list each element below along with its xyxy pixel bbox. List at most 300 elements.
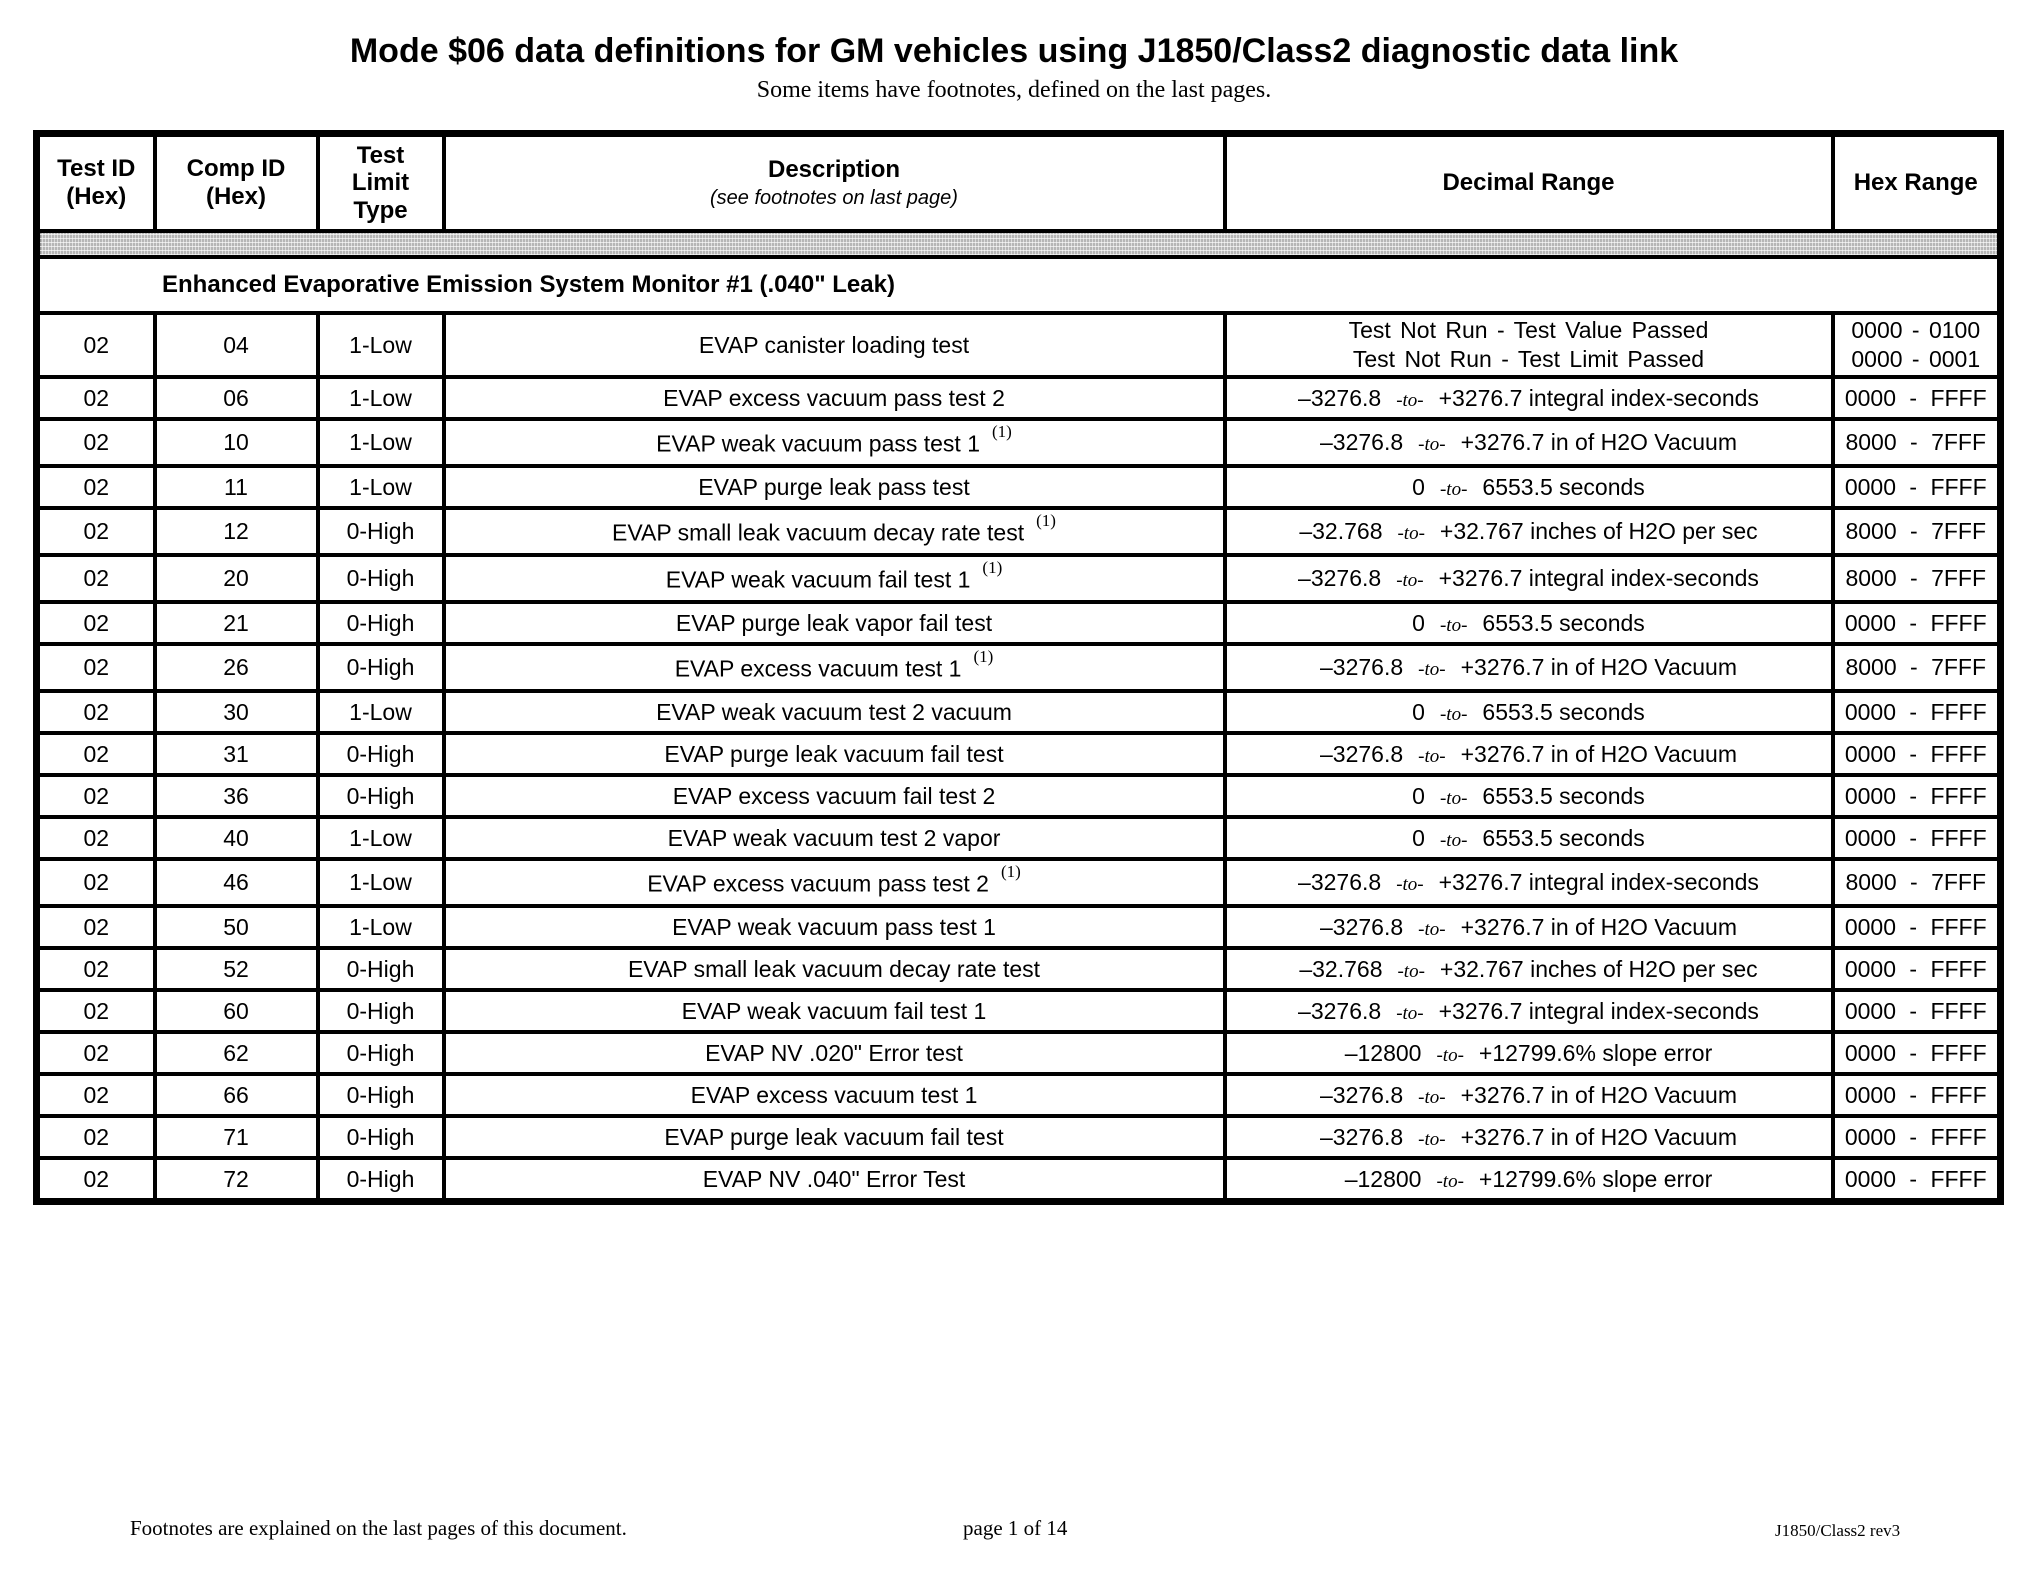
decimal-low: –3276.8 (1320, 1081, 1404, 1108)
description-cell (444, 644, 1225, 691)
test-id-value: 02 (83, 1081, 110, 1108)
comp-id-value: 36 (223, 782, 249, 809)
to-separator: -to- (1396, 570, 1424, 591)
decimal-high: 6553.5 seconds (1482, 698, 1645, 725)
decimal-low: 0 (1412, 609, 1425, 636)
limit-type-value: 1-Low (349, 824, 412, 851)
table-row (37, 1158, 2001, 1202)
comp-id-value: 30 (223, 698, 249, 725)
limit-type-cell (318, 508, 444, 555)
hex-range-cell (1833, 555, 2001, 602)
hex-range-value: 8000 - 7FFF (1845, 654, 1987, 680)
hex-range-value: 8000 - 7FFF (1845, 429, 1987, 455)
hex-range-cell (1833, 377, 2001, 419)
limit-type-value: 0-High (346, 1165, 415, 1192)
decimal-low: –3276.8 (1320, 1123, 1404, 1150)
decimal-high: +3276.7 integral index-seconds (1438, 869, 1759, 895)
decimal-range-line: Test Not Run - Test Limit Passed (1352, 346, 1705, 372)
decimal-high: +3276.7 in of H2O Vacuum (1460, 913, 1737, 940)
decimal-high: 6553.5 seconds (1482, 473, 1645, 500)
to-separator: -to- (1439, 829, 1468, 851)
hex-range-value: 0000 - FFFF (1844, 473, 1987, 500)
header-line: Decimal Range (1442, 169, 1615, 197)
decimal-high: 6553.5 seconds (1482, 824, 1645, 851)
limit-type-cell (318, 817, 444, 859)
test-id-value: 02 (83, 913, 110, 940)
comp-id-value: 50 (223, 913, 249, 940)
col-header-test-id (37, 134, 155, 232)
decimal-range-cell (1225, 1032, 1833, 1074)
description-cell (444, 377, 1225, 419)
comp-id-cell (155, 555, 318, 602)
test-id-cell (37, 859, 155, 906)
test-id-cell (37, 775, 155, 817)
comp-id-cell (155, 313, 318, 377)
decimal-high: +3276.7 in of H2O Vacuum (1460, 1081, 1737, 1108)
header-line: Type (353, 196, 408, 224)
decimal-range-cell (1225, 419, 1833, 466)
hex-range-cell (1833, 990, 2001, 1032)
description-text: EVAP excess vacuum test 1 (674, 655, 962, 682)
comp-id-cell (155, 733, 318, 775)
test-id-value: 02 (83, 1123, 110, 1150)
comp-id-value: 46 (223, 869, 249, 895)
decimal-low: 0 (1412, 473, 1425, 500)
to-separator: -to- (1418, 1128, 1446, 1150)
comp-id-cell (155, 990, 318, 1032)
decimal-low: –3276.8 (1320, 429, 1404, 455)
comp-id-cell (155, 948, 318, 990)
limit-type-value: 0-High (346, 997, 415, 1024)
decimal-low: –32.768 (1299, 955, 1383, 982)
description-text: EVAP NV .040" Error Test (702, 1165, 966, 1192)
comp-id-cell (155, 419, 318, 466)
section-title: Enhanced Evaporative Emission System Monitor #1 (.040" Leak) (37, 257, 2001, 313)
table-row (37, 555, 2001, 602)
comp-id-cell (155, 644, 318, 691)
col-header-decimal-range (1225, 134, 1833, 232)
comp-id-cell (155, 859, 318, 906)
decimal-range-cell (1225, 817, 1833, 859)
decimal-low: 0 (1412, 782, 1425, 809)
decimal-low: –3276.8 (1298, 384, 1382, 411)
decimal-high: +3276.7 integral index-seconds (1438, 997, 1759, 1024)
header-line: Test ID (57, 155, 136, 183)
test-id-cell (37, 508, 155, 555)
decimal-low: 0 (1412, 824, 1425, 851)
test-id-value: 02 (83, 518, 110, 544)
description-cell (444, 948, 1225, 990)
comp-id-value: 52 (223, 955, 249, 982)
limit-type-cell (318, 1158, 444, 1202)
decimal-high: +3276.7 in of H2O Vacuum (1460, 654, 1737, 680)
table-row (37, 948, 2001, 990)
test-id-value: 02 (83, 869, 110, 895)
limit-type-cell (318, 990, 444, 1032)
hex-range-value: 0000 - FFFF (1844, 1039, 1987, 1066)
limit-type-cell (318, 419, 444, 466)
hex-range-value: 0000 - FFFF (1844, 698, 1987, 725)
hex-range-value: 0000 - FFFF (1844, 1081, 1987, 1108)
footnote-marker: (1) (973, 646, 994, 666)
description-cell (444, 817, 1225, 859)
hex-range-value: 0000 - FFFF (1844, 609, 1987, 636)
decimal-low: –3276.8 (1298, 997, 1382, 1024)
hex-range-cell (1833, 733, 2001, 775)
footer-footnote-text: Footnotes are explained on the last pages of this document. (130, 1516, 627, 1540)
page-subtitle: Some items have footnotes, defined on the last pages. (756, 77, 1272, 103)
hex-range-value: 0000 - FFFF (1844, 824, 1987, 851)
decimal-high: +3276.7 integral index-seconds (1438, 384, 1759, 411)
description-text: EVAP weak vacuum fail test 1 (681, 997, 987, 1024)
hex-range-value: 8000 - 7FFF (1845, 518, 1987, 544)
table-row (37, 508, 2001, 555)
decimal-high: +12799.6% slope error (1478, 1039, 1713, 1066)
to-separator: -to- (1397, 960, 1425, 982)
test-id-cell (37, 1032, 155, 1074)
footer-doc-reference: J1850/Class2 rev3 (1775, 1521, 1901, 1540)
decimal-high: 6553.5 seconds (1482, 609, 1645, 636)
decimal-range-cell (1225, 466, 1833, 508)
decimal-range-cell (1225, 555, 1833, 602)
decimal-high: +32.767 inches of H2O per sec (1439, 518, 1758, 544)
mode06-definitions-table (33, 130, 2004, 1205)
description-text: EVAP weak vacuum pass test 1 (672, 913, 996, 940)
comp-id-cell (155, 1032, 318, 1074)
description-text: EVAP weak vacuum fail test 1 (665, 566, 971, 593)
hex-range-line: 0000 - 0001 (1851, 346, 1981, 372)
limit-type-cell (318, 377, 444, 419)
comp-id-value: 06 (223, 384, 249, 411)
to-separator: -to- (1418, 659, 1446, 680)
table-row (37, 691, 2001, 733)
to-separator: -to- (1436, 1044, 1464, 1066)
description-cell (444, 906, 1225, 948)
description-text: EVAP weak vacuum pass test 1 (656, 430, 981, 457)
hex-range-value: 0000 - FFFF (1844, 782, 1987, 809)
test-id-cell (37, 906, 155, 948)
decimal-range-cell (1225, 990, 1833, 1032)
test-id-value: 02 (83, 654, 110, 680)
description-text: EVAP weak vacuum test 2 vapor (667, 824, 1001, 851)
col-header-comp-id (155, 134, 318, 232)
test-id-value: 02 (83, 698, 110, 725)
table-row (37, 602, 2001, 644)
test-id-cell (37, 644, 155, 691)
limit-type-value: 0-High (346, 1039, 415, 1066)
test-id-value: 02 (83, 782, 110, 809)
footer-page-number: page 1 of 14 (963, 1516, 1068, 1540)
limit-type-value: 1-Low (349, 869, 412, 895)
limit-type-cell (318, 775, 444, 817)
description-text: EVAP weak vacuum test 2 vacuum (656, 698, 1012, 725)
limit-type-value: 0-High (346, 782, 415, 809)
table-row (37, 466, 2001, 508)
hex-range-value: 8000 - 7FFF (1845, 869, 1987, 895)
limit-type-cell (318, 1074, 444, 1116)
hex-range-cell (1833, 1032, 2001, 1074)
hex-range-cell (1833, 817, 2001, 859)
hex-range-value: 0000 - FFFF (1844, 384, 1987, 411)
to-separator: -to- (1396, 1002, 1424, 1024)
to-separator: -to- (1439, 614, 1468, 636)
limit-type-cell (318, 733, 444, 775)
decimal-range-cell (1225, 377, 1833, 419)
hex-range-cell (1833, 859, 2001, 906)
header-line: Description (767, 156, 901, 184)
comp-id-value: 21 (223, 609, 249, 636)
table-row (37, 1116, 2001, 1158)
description-text: EVAP small leak vacuum decay rate test (612, 519, 1025, 546)
section-header-row (37, 257, 2001, 313)
limit-type-cell (318, 1032, 444, 1074)
test-id-cell (37, 817, 155, 859)
header-line: Test (356, 141, 405, 169)
page-title: Mode $06 data definitions for GM vehicles using J1850/Class2 diagnostic data link (349, 32, 1679, 70)
to-separator: -to- (1418, 918, 1446, 940)
comp-id-value: 20 (223, 565, 249, 591)
description-footnote-note: (see footnotes on last page) (710, 186, 958, 209)
description-cell (444, 419, 1225, 466)
description-text: EVAP purge leak vacuum fail test (664, 740, 1004, 767)
table-row (37, 859, 2001, 906)
comp-id-value: 40 (223, 824, 249, 851)
decimal-range-cell (1225, 948, 1833, 990)
hex-range-cell (1833, 644, 2001, 691)
comp-id-value: 12 (223, 518, 249, 544)
test-id-value: 02 (83, 384, 110, 411)
test-id-cell (37, 377, 155, 419)
hex-range-value: 0000 - FFFF (1844, 997, 1987, 1024)
test-id-cell (37, 1116, 155, 1158)
to-separator: -to- (1397, 523, 1425, 544)
test-id-cell (37, 733, 155, 775)
comp-id-value: 26 (223, 654, 249, 680)
test-id-value: 02 (83, 429, 110, 455)
comp-id-cell (155, 1116, 318, 1158)
decimal-range-cell (1225, 733, 1833, 775)
hex-range-cell (1833, 906, 2001, 948)
hex-range-cell (1833, 1074, 2001, 1116)
decimal-low: –12800 (1344, 1039, 1422, 1066)
description-cell (444, 859, 1225, 906)
test-id-value: 02 (83, 331, 110, 358)
to-separator: -to- (1396, 874, 1424, 895)
decimal-range-cell (1225, 644, 1833, 691)
hex-range-cell (1833, 508, 2001, 555)
decimal-low: 0 (1412, 698, 1425, 725)
decimal-high: +3276.7 integral index-seconds (1438, 565, 1759, 591)
limit-type-value: 0-High (346, 740, 415, 767)
col-header-hex-range (1833, 134, 2001, 232)
hex-range-cell (1833, 1158, 2001, 1202)
to-separator: -to- (1418, 434, 1446, 455)
limit-type-value: 0-High (346, 654, 415, 680)
decimal-low: –3276.8 (1298, 565, 1382, 591)
test-id-cell (37, 313, 155, 377)
hex-range-value: 0000 - FFFF (1844, 955, 1987, 982)
decimal-range-cell (1225, 906, 1833, 948)
table-row (37, 377, 2001, 419)
comp-id-value: 62 (223, 1039, 249, 1066)
hex-range-cell (1833, 313, 2001, 377)
description-cell (444, 1158, 1225, 1202)
test-id-value: 02 (83, 740, 110, 767)
table-row (37, 313, 2001, 377)
test-id-cell (37, 602, 155, 644)
decimal-range-cell (1225, 313, 1833, 377)
to-separator: -to- (1418, 1086, 1446, 1108)
test-id-value: 02 (83, 824, 110, 851)
description-cell (444, 555, 1225, 602)
description-cell (444, 1116, 1225, 1158)
header-line: (Hex) (205, 183, 266, 210)
decimal-range-cell (1225, 691, 1833, 733)
hex-range-cell (1833, 691, 2001, 733)
test-id-value: 02 (83, 997, 110, 1024)
description-cell (444, 1074, 1225, 1116)
hex-range-line: 0000 - 0100 (1851, 316, 1981, 343)
comp-id-value: 04 (223, 331, 249, 358)
limit-type-cell (318, 906, 444, 948)
hex-range-value: 8000 - 7FFF (1845, 565, 1987, 591)
limit-type-value: 0-High (346, 565, 415, 591)
hex-range-cell (1833, 775, 2001, 817)
decimal-low: –32.768 (1299, 518, 1383, 544)
decimal-range-cell (1225, 1158, 1833, 1202)
test-id-cell (37, 1158, 155, 1202)
col-header-test-limit-type (318, 134, 444, 232)
test-id-cell (37, 555, 155, 602)
hatched-divider-row (37, 231, 2001, 257)
description-text: EVAP purge leak vacuum fail test (664, 1123, 1004, 1150)
decimal-range-cell (1225, 508, 1833, 555)
table-row (37, 906, 2001, 948)
description-cell (444, 775, 1225, 817)
decimal-high: +3276.7 in of H2O Vacuum (1460, 740, 1737, 767)
test-id-cell (37, 948, 155, 990)
table-row (37, 1032, 2001, 1074)
comp-id-cell (155, 377, 318, 419)
decimal-range-line: Test Not Run - Test Value Passed (1348, 316, 1709, 343)
comp-id-value: 11 (224, 473, 248, 500)
comp-id-value: 66 (223, 1081, 249, 1108)
header-row (37, 134, 2001, 232)
comp-id-cell (155, 1158, 318, 1202)
test-id-cell (37, 466, 155, 508)
decimal-range-cell (1225, 859, 1833, 906)
description-text: EVAP canister loading test (698, 331, 970, 358)
comp-id-cell (155, 508, 318, 555)
hex-range-cell (1833, 602, 2001, 644)
footnote-marker: (1) (992, 421, 1012, 441)
test-id-cell (37, 990, 155, 1032)
hex-range-cell (1833, 419, 2001, 466)
comp-id-value: 60 (223, 997, 249, 1024)
description-text: EVAP excess vacuum pass test 2 (647, 870, 989, 897)
comp-id-value: 10 (223, 429, 249, 455)
limit-type-value: 1-Low (349, 331, 412, 358)
limit-type-cell (318, 602, 444, 644)
divider-hatch (37, 231, 2001, 257)
description-cell (444, 1032, 1225, 1074)
test-id-cell (37, 691, 155, 733)
limit-type-cell (318, 1116, 444, 1158)
test-id-value: 02 (83, 1165, 110, 1192)
decimal-low: –3276.8 (1320, 913, 1404, 940)
hex-range-value: 0000 - FFFF (1844, 1165, 1987, 1192)
header-line: (Hex) (66, 183, 127, 210)
comp-id-value: 31 (223, 740, 249, 767)
footnote-marker: (1) (982, 557, 1003, 577)
decimal-low: –3276.8 (1320, 740, 1404, 767)
test-id-cell (37, 1074, 155, 1116)
hex-range-cell (1833, 948, 2001, 990)
limit-type-value: 0-High (346, 1081, 415, 1108)
limit-type-value: 1-Low (349, 429, 412, 455)
description-cell (444, 466, 1225, 508)
test-id-value: 02 (83, 1039, 110, 1066)
to-separator: -to- (1396, 389, 1424, 411)
decimal-range-cell (1225, 602, 1833, 644)
test-id-value: 02 (83, 565, 110, 591)
description-text: EVAP excess vacuum test 1 (690, 1081, 978, 1108)
description-cell (444, 691, 1225, 733)
limit-type-value: 1-Low (349, 473, 412, 500)
footnote-marker: (1) (1036, 510, 1056, 530)
footnote-marker: (1) (1000, 861, 1021, 881)
limit-type-value: 1-Low (349, 913, 412, 940)
to-separator: -to- (1439, 787, 1468, 809)
test-id-cell (37, 419, 155, 466)
comp-id-cell (155, 817, 318, 859)
decimal-low: –12800 (1344, 1165, 1422, 1192)
description-cell (444, 990, 1225, 1032)
description-text: EVAP small leak vacuum decay rate test (627, 955, 1041, 982)
comp-id-cell (155, 1074, 318, 1116)
decimal-range-cell (1225, 1074, 1833, 1116)
test-id-value: 02 (83, 609, 110, 636)
to-separator: -to- (1418, 745, 1446, 767)
limit-type-cell (318, 644, 444, 691)
decimal-high: +32.767 inches of H2O per sec (1439, 955, 1758, 982)
limit-type-cell (318, 555, 444, 602)
header-line: Hex Range (1853, 169, 1978, 197)
to-separator: -to- (1439, 478, 1468, 500)
comp-id-value: 72 (223, 1165, 249, 1192)
test-id-value: 02 (83, 955, 110, 982)
table-row (37, 644, 2001, 691)
limit-type-value: 0-High (346, 955, 415, 982)
decimal-high: +12799.6% slope error (1478, 1165, 1713, 1192)
table-row (37, 817, 2001, 859)
decimal-range-cell (1225, 1116, 1833, 1158)
table-row (37, 1074, 2001, 1116)
limit-type-value: 0-High (346, 609, 415, 636)
to-separator: -to- (1436, 1170, 1464, 1192)
hex-range-value: 0000 - FFFF (1844, 740, 1987, 767)
table-row (37, 419, 2001, 466)
hex-range-cell (1833, 466, 2001, 508)
limit-type-cell (318, 466, 444, 508)
limit-type-value: 1-Low (349, 698, 412, 725)
limit-type-value: 0-High (346, 518, 415, 544)
limit-type-value: 1-Low (349, 384, 412, 411)
limit-type-cell (318, 691, 444, 733)
limit-type-cell (318, 313, 444, 377)
description-cell (444, 508, 1225, 555)
description-text: EVAP excess vacuum fail test 2 (672, 782, 996, 809)
